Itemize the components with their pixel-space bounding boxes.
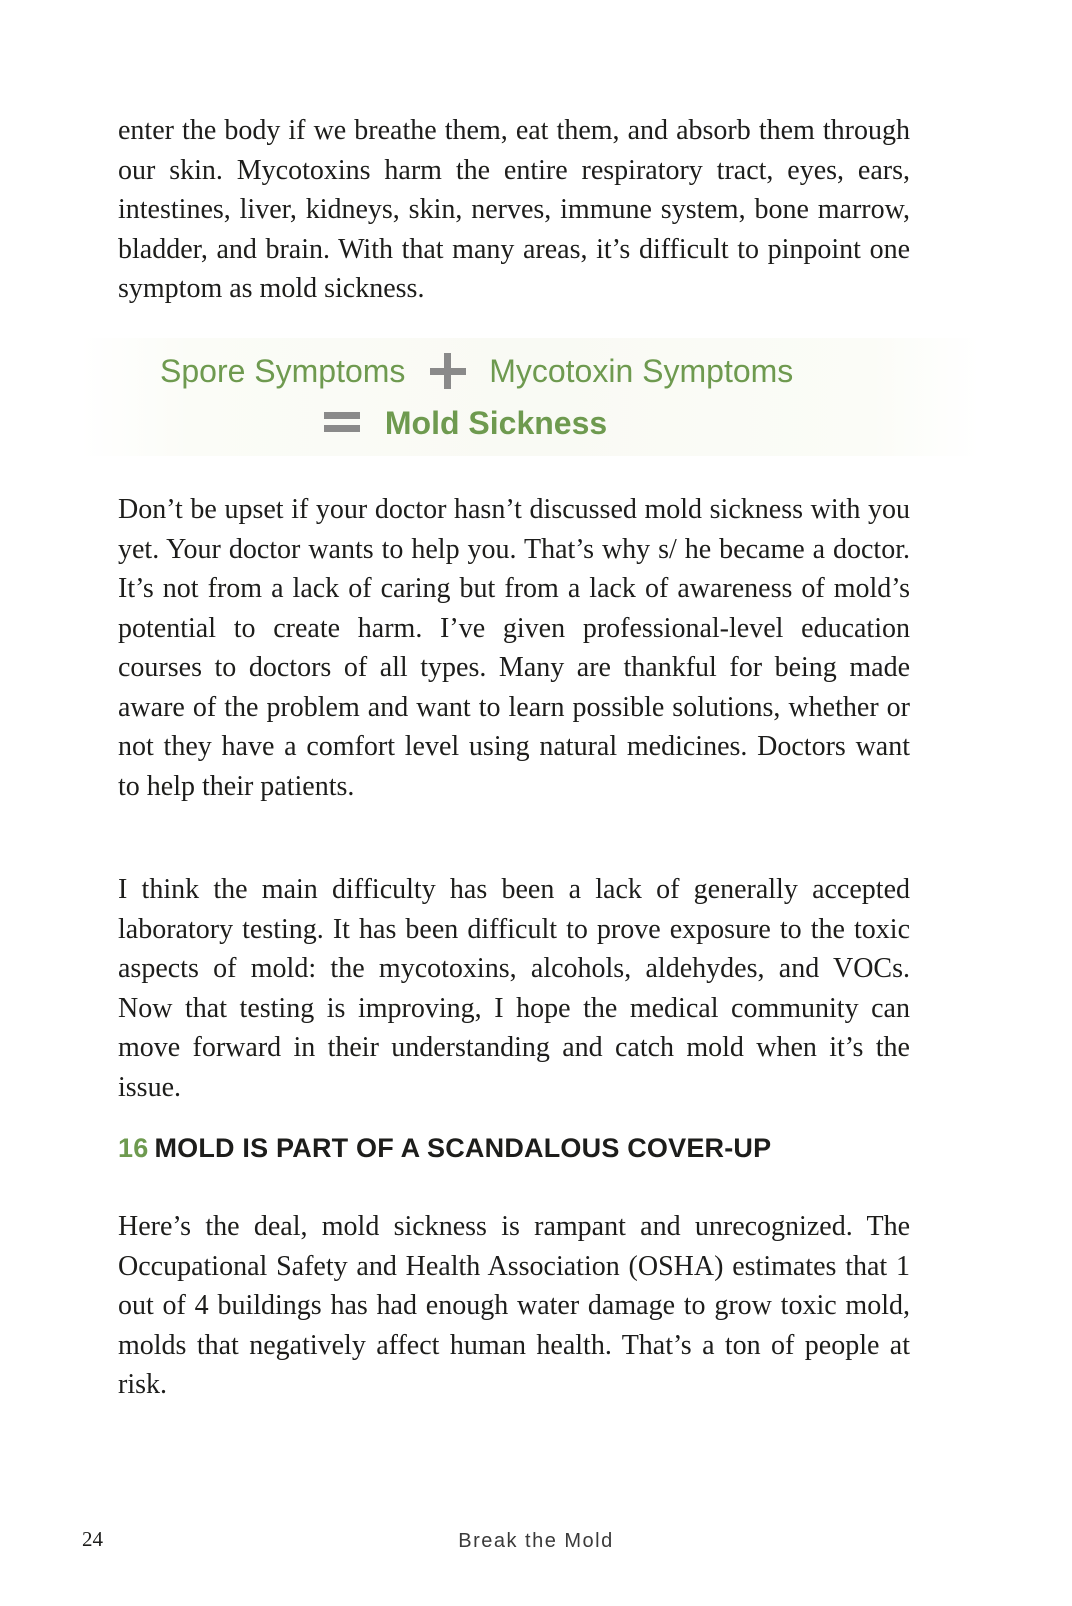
equation-line-2 (324, 400, 607, 443)
mold-sickness-result: Mold Sickness (384, 404, 608, 441)
section-title: MOLD IS PART OF A SCANDALOUS COVER-UP (154, 1133, 772, 1163)
page-number: 24 (82, 1527, 103, 1551)
equation-callout (80, 338, 980, 456)
paragraph-text: Here’s the deal, mold sickness is rampant and unrecognized. The Occupational Safety and Health Association (OSHA) estimates that 1 out of 4 buildings has had enough water damage to grow toxic mold, molds that negatively affect human health. That’s a ton of people at risk. (118, 1211, 910, 1400)
paragraph-doctor (118, 490, 910, 806)
plus-icon (430, 353, 466, 389)
paragraph-testing (118, 870, 910, 1107)
paragraph-osha (118, 1207, 910, 1405)
spore-symptoms-term: Spore Symptoms (160, 352, 406, 389)
section-number: 16 (118, 1133, 149, 1163)
equation-line-1 (160, 348, 793, 391)
section-heading (118, 1131, 771, 1165)
running-footer-title: Break the Mold (458, 1530, 614, 1552)
paragraph-text: enter the body if we breathe them, eat them, and absorb them through our skin. Mycotoxins harm the entire respiratory tract, eyes, ears, intestines, liver, kidneys, skin, nerves, immune system, bone marrow, bladder, and brain. With that many areas, it’s difficult to pinpoint one symptom as mold sickness. (118, 115, 910, 304)
equals-icon (324, 410, 360, 436)
paragraph-intro (118, 111, 910, 309)
paragraph-text: I think the main difficulty has been a lack of generally accepted laboratory testing. It has been difficult to prove exposure to the toxic aspects of mold: the mycotoxins, alcohols, aldehydes, and VOCs. Now that testing is improving, I hope the medical community can move forward in their understanding and catch mold when it’s the issue. (118, 874, 910, 1103)
paragraph-text: Don’t be upset if your doctor hasn’t discussed mold sickness with you yet. Your doctor wants to help you. That’s why s/ he became a doctor. It’s not from a lack of caring but from a lack of awareness of mold’s potential to create harm. I’ve given professional-level education courses to doctors of all types. Many are thankful for being made aware of the problem and want to learn possible solutions, whether or not they have a comfort level using natural medicines. Doctors want to help their patients. (118, 494, 910, 802)
mycotoxin-symptoms-term: Mycotoxin Symptoms (489, 352, 794, 389)
